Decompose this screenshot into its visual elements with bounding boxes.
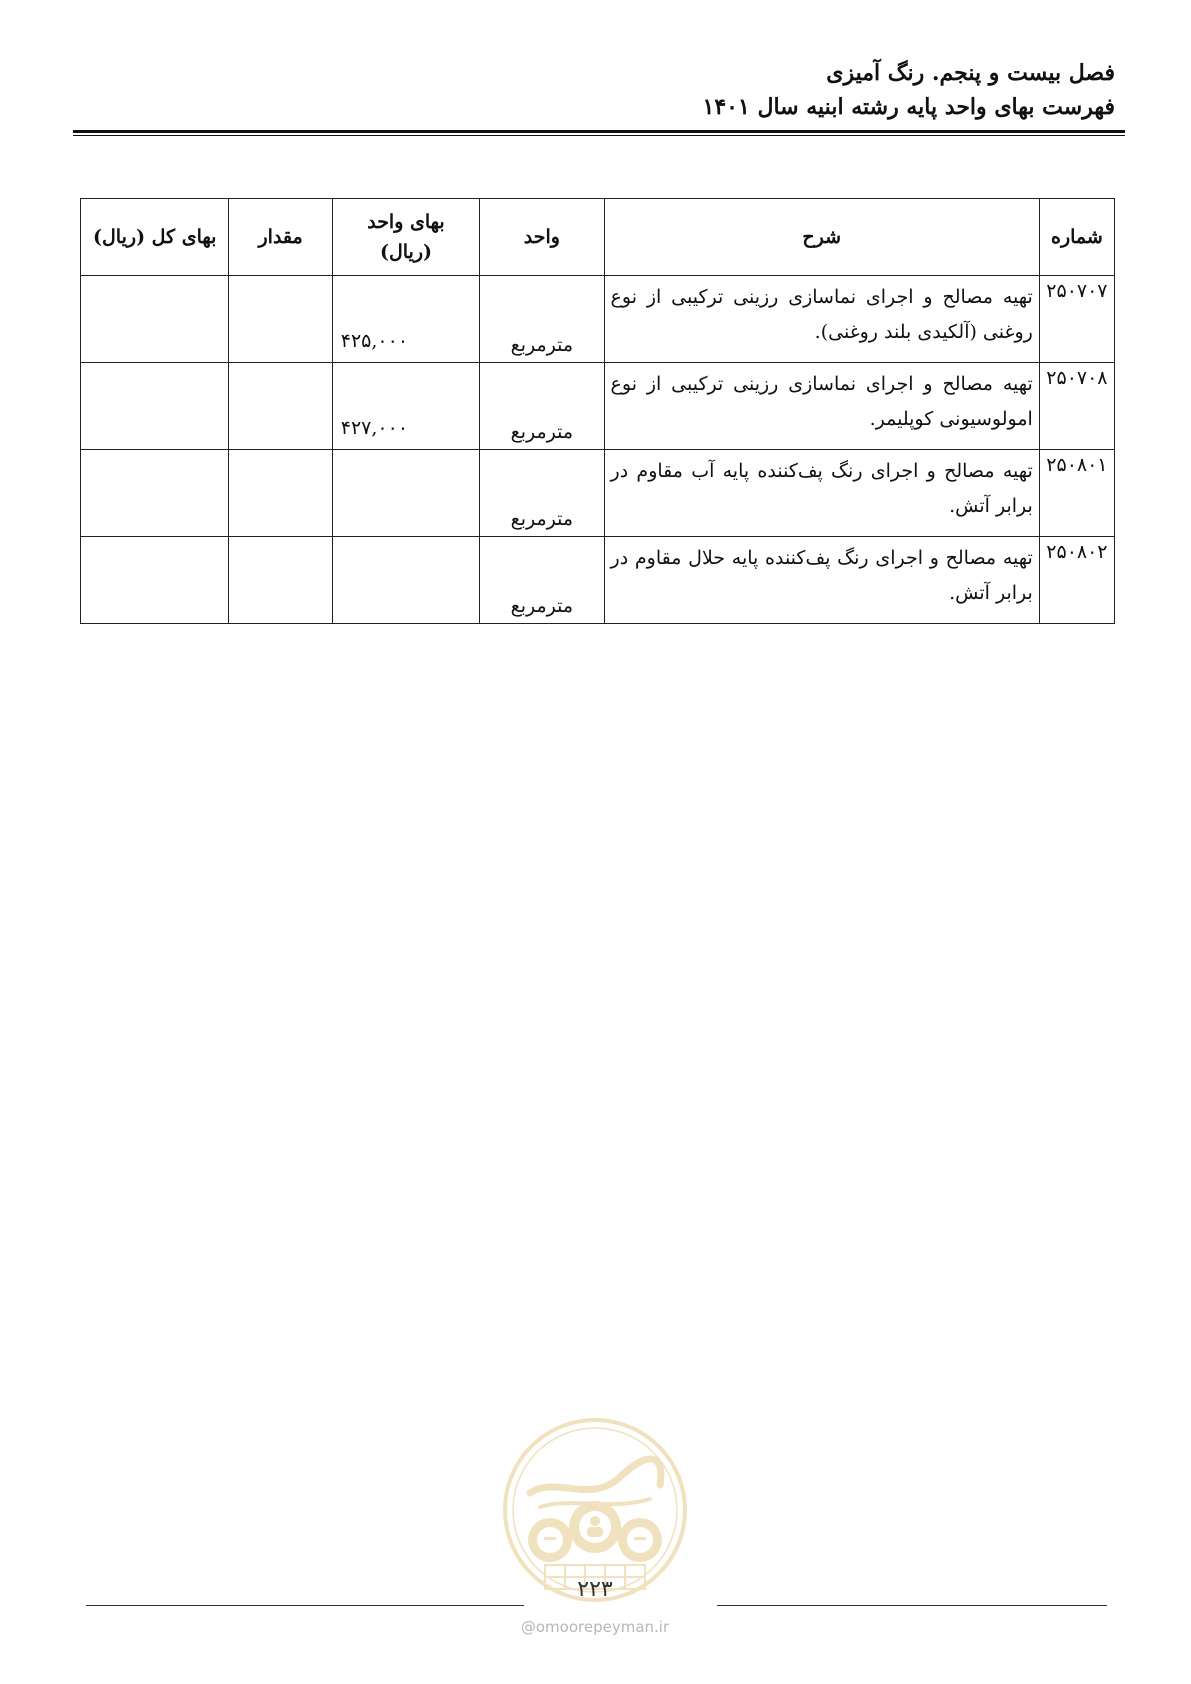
item-unit: مترمربع <box>480 537 604 624</box>
item-quantity <box>229 537 332 624</box>
item-unit: مترمربع <box>480 363 604 450</box>
chapter-title: فصل بیست و پنجم. رنگ آمیزی <box>826 60 1115 86</box>
item-quantity <box>229 276 332 363</box>
item-quantity <box>229 450 332 537</box>
item-unit-price: ۴۲۷,۰۰۰ <box>332 363 479 450</box>
item-total-price <box>81 276 229 363</box>
item-quantity <box>229 363 332 450</box>
header-description: شرح <box>604 199 1039 276</box>
page-number: ۲۲۳ <box>577 1577 613 1602</box>
item-number: ۲۵۰۷۰۸ <box>1039 363 1114 450</box>
item-unit-price: ۴۲۵,۰۰۰ <box>332 276 479 363</box>
site-url: @omoorepeyman.ir <box>520 1618 670 1636</box>
item-unit-price <box>332 537 479 624</box>
footer-divider-left <box>86 1605 524 1606</box>
table-row <box>81 537 1115 624</box>
header-divider-thin <box>73 135 1125 136</box>
header-number: شماره <box>1039 199 1114 276</box>
document-title: فهرست بهای واحد پایه رشته ابنیه سال ۱۴۰۱ <box>702 94 1115 120</box>
item-number: ۲۵۰۸۰۱ <box>1039 450 1114 537</box>
item-description: تهیه مصالح و اجرای نماسازی رزینی ترکیبی از نوع روغنی (آلکیدی بلند روغنی). <box>604 276 1039 363</box>
item-unit-price <box>332 450 479 537</box>
item-total-price <box>81 363 229 450</box>
page-header <box>75 58 1115 122</box>
item-total-price <box>81 450 229 537</box>
item-description: تهیه مصالح و اجرای نماسازی رزینی ترکیبی از نوع امولوسیونی کوپلیمر. <box>604 363 1039 450</box>
item-number: ۲۵۰۷۰۷ <box>1039 276 1114 363</box>
header-divider-thick <box>73 130 1125 133</box>
item-unit: مترمربع <box>480 450 604 537</box>
table-row <box>81 276 1115 363</box>
header-unit-price-line2: (ریال) <box>379 241 432 263</box>
header-unit-price-line1: بهای واحد <box>367 211 445 233</box>
header-quantity: مقدار <box>229 199 332 276</box>
header-unit: واحد <box>480 199 604 276</box>
table-row <box>81 363 1115 450</box>
item-description: تهیه مصالح و اجرای رنگ پف‌کننده پایه حلال مقاوم در برابر آتش. <box>604 537 1039 624</box>
item-number: ۲۵۰۸۰۲ <box>1039 537 1114 624</box>
table-header-row <box>81 199 1115 276</box>
footer-divider-right <box>717 1605 1107 1606</box>
header-unit-price <box>332 199 479 276</box>
item-unit: مترمربع <box>480 276 604 363</box>
price-list-table <box>80 198 1115 624</box>
item-description: تهیه مصالح و اجرای رنگ پف‌کننده پایه آب مقاوم در برابر آتش. <box>604 450 1039 537</box>
item-total-price <box>81 537 229 624</box>
table-row <box>81 450 1115 537</box>
header-total-price: بهای کل (ریال) <box>81 199 229 276</box>
